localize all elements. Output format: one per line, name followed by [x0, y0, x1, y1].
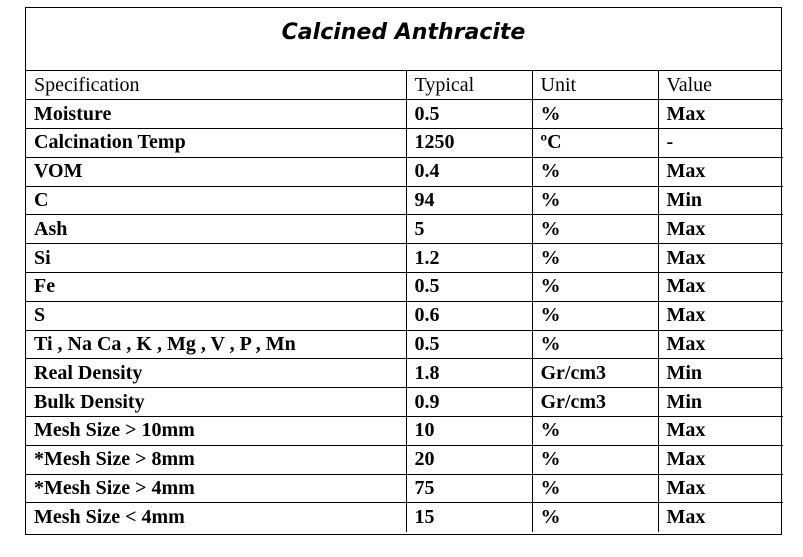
table-row: [26, 445, 783, 474]
specification-cell: *Mesh Size > 4mm: [26, 474, 406, 503]
specification-cell: VOM: [26, 157, 406, 186]
specification-cell: C: [26, 186, 406, 215]
unit-cell: Gr/cm3: [532, 388, 658, 417]
specification-cell: Real Density: [26, 359, 406, 388]
table-row: [26, 474, 783, 503]
table-row: [26, 157, 783, 186]
typical-cell: 20: [406, 445, 532, 474]
unit-cell: %: [532, 273, 658, 302]
value-cell: Max: [658, 100, 783, 129]
unit-cell: %: [532, 186, 658, 215]
typical-cell: 0.4: [406, 157, 532, 186]
table-row: [26, 129, 783, 158]
table-row: [26, 186, 783, 215]
specification-cell: Ti , Na Ca , K , Mg , V , P , Mn: [26, 330, 406, 359]
table-row: [26, 330, 783, 359]
value-cell: Max: [658, 301, 783, 330]
unit-cell: %: [532, 157, 658, 186]
specification-cell: Calcination Temp: [26, 129, 406, 158]
column-header-typical: Typical: [406, 71, 532, 100]
unit-cell: %: [532, 100, 658, 129]
header-row: [26, 71, 783, 100]
specification-cell: *Mesh Size > 8mm: [26, 445, 406, 474]
specification-cell: Bulk Density: [26, 388, 406, 417]
specification-cell: S: [26, 301, 406, 330]
typical-cell: 1250: [406, 129, 532, 158]
typical-cell: 0.5: [406, 273, 532, 302]
typical-cell: 15: [406, 503, 532, 532]
typical-cell: 0.5: [406, 100, 532, 129]
unit-cell: %: [532, 445, 658, 474]
unit-cell: %: [532, 215, 658, 244]
value-cell: Max: [658, 215, 783, 244]
value-cell: Max: [658, 445, 783, 474]
table-row: [26, 417, 783, 446]
typical-cell: 5: [406, 215, 532, 244]
unit-cell: %: [532, 417, 658, 446]
value-cell: Max: [658, 157, 783, 186]
unit-cell: Gr/cm3: [532, 359, 658, 388]
value-cell: Max: [658, 417, 783, 446]
typical-cell: 1.8: [406, 359, 532, 388]
value-cell: Max: [658, 474, 783, 503]
value-cell: Max: [658, 503, 783, 532]
specification-cell: Mesh Size > 10mm: [26, 417, 406, 446]
value-cell: Min: [658, 359, 783, 388]
unit-cell: %: [532, 503, 658, 532]
table-title: Calcined Anthracite: [26, 8, 781, 71]
typical-cell: 94: [406, 186, 532, 215]
value-cell: -: [658, 129, 783, 158]
value-cell: Max: [658, 330, 783, 359]
unit-cell: %: [532, 301, 658, 330]
spec-sheet: [25, 7, 782, 535]
table-row: [26, 244, 783, 273]
typical-cell: 0.9: [406, 388, 532, 417]
spec-table: [26, 71, 783, 532]
table-row: [26, 301, 783, 330]
unit-cell: ºC: [532, 129, 658, 158]
typical-cell: 1.2: [406, 244, 532, 273]
table-row: [26, 503, 783, 532]
specification-cell: Mesh Size < 4mm: [26, 503, 406, 532]
table-row: [26, 359, 783, 388]
table-row: [26, 388, 783, 417]
specification-cell: Ash: [26, 215, 406, 244]
specification-cell: Moisture: [26, 100, 406, 129]
value-cell: Max: [658, 273, 783, 302]
specification-cell: Si: [26, 244, 406, 273]
column-header-value: Value: [658, 71, 783, 100]
column-header-unit: Unit: [532, 71, 658, 100]
table-row: [26, 273, 783, 302]
unit-cell: %: [532, 244, 658, 273]
specification-cell: Fe: [26, 273, 406, 302]
value-cell: Min: [658, 388, 783, 417]
unit-cell: %: [532, 474, 658, 503]
value-cell: Max: [658, 244, 783, 273]
typical-cell: 10: [406, 417, 532, 446]
table-row: [26, 215, 783, 244]
typical-cell: 75: [406, 474, 532, 503]
unit-cell: %: [532, 330, 658, 359]
table-row: [26, 100, 783, 129]
value-cell: Min: [658, 186, 783, 215]
column-header-specification: Specification: [26, 71, 406, 100]
typical-cell: 0.5: [406, 330, 532, 359]
typical-cell: 0.6: [406, 301, 532, 330]
